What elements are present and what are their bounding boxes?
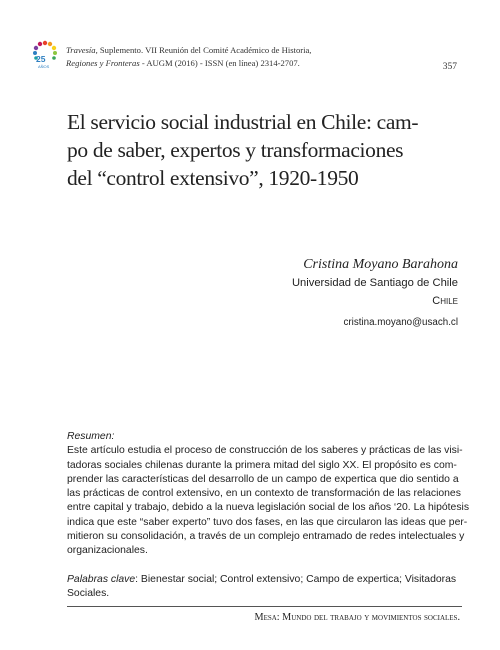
logo-subtext: AÑOS [38, 64, 50, 69]
abstract-line: Este artículo estudia el proceso de construcción de los saberes y prácticas de las visi- [67, 445, 463, 457]
title-line: po de saber, expertos y transformaciones [67, 138, 404, 162]
abstract-line: mitieron su consolidación, a través de un complejo entramado de redes intelectuales y [67, 531, 465, 543]
abstract-line: tadoras sociales chilenas durante la primera mitad del siglo XX. El propósito es com- [67, 459, 457, 471]
author-block [292, 256, 458, 333]
journal-citation [66, 44, 396, 69]
abstract-line: indica que este “saber experto” tuvo dos fases, en las que circularon las ideas que per- [67, 516, 468, 528]
logo-number: 25 [36, 54, 46, 64]
footer-rule [67, 606, 462, 607]
keywords-line [67, 573, 456, 587]
title-line: del “control extensivo”, 1920-1950 [67, 166, 359, 190]
page-header [30, 40, 470, 80]
author-name: Cristina Moyano Barahona [303, 257, 458, 272]
keywords [67, 573, 456, 602]
page-number: 357 [442, 62, 457, 72]
abstract-label: Resumen: [67, 431, 115, 442]
abstract-line: las prácticas de control extensivo, en un contexto de transformación de las relaciones [67, 488, 461, 500]
abstract [67, 430, 470, 601]
journal-logo [30, 40, 60, 74]
journal-line2: - AUGM (2016) - ISSN (en línea) 2314-2707. [139, 57, 300, 68]
journal-line1: , Suplemento. VII Reunión del Comité Académico de Historia, [95, 45, 312, 55]
title-line: El servicio social industrial en Chile: cam- [67, 110, 419, 134]
abstract-line: prender las características del desarrollo de un campo de expertica que dio sentido a [67, 473, 459, 485]
abstract-line: organizacionales. [67, 545, 148, 557]
author-email[interactable]: cristina.moyano@usach.cl [343, 317, 458, 328]
article-title [67, 108, 467, 192]
abstract-text [67, 444, 470, 558]
keywords-text: : Bienestar social; Control extensivo; Campo de expertica; Visitadoras [135, 573, 457, 585]
journal-line2-italic: Regiones y Fronteras [66, 57, 140, 68]
footer-section: Mesa: Mundo del trabajo y movimientos sociales. [254, 612, 460, 623]
author-country: Chile [432, 295, 458, 307]
keywords-label: Palabras clave [67, 573, 136, 585]
author-affiliation: Universidad de Santiago de Chile [291, 277, 458, 289]
journal-name: Travesía [66, 45, 96, 55]
abstract-line: entre capital y trabajo, debido a la nueva legislación social de los años ‘20. La hipótesis [67, 502, 470, 514]
keywords-line-2: Sociales. [67, 587, 110, 599]
